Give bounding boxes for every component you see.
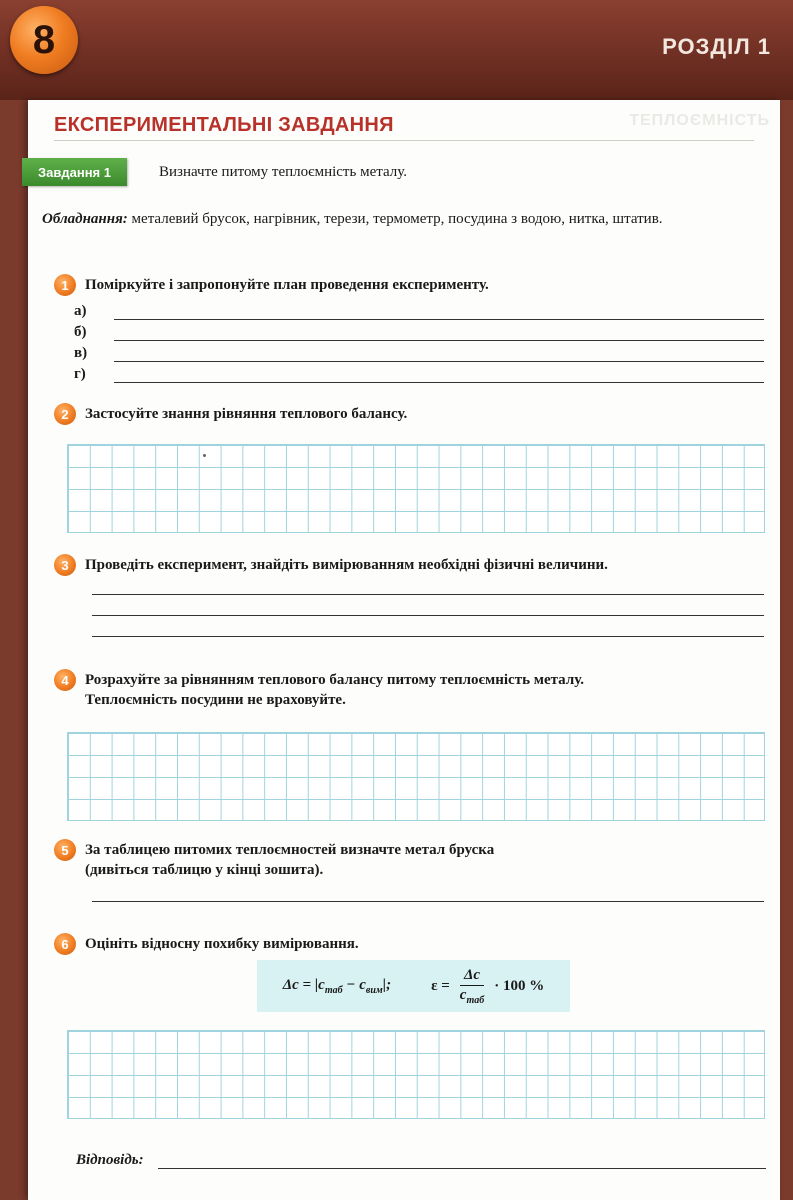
speck	[203, 454, 206, 457]
option-label: а)	[74, 303, 87, 319]
question-text	[85, 670, 584, 710]
answer-line[interactable]	[158, 1153, 766, 1169]
formula-subscript: вим	[365, 984, 383, 996]
question-number-badge: 6	[54, 933, 76, 955]
equipment-text	[42, 208, 770, 231]
answer-line[interactable]	[92, 636, 764, 637]
task-tab: Завдання 1	[22, 158, 127, 186]
option-label: в)	[74, 345, 88, 361]
question-text-line: Теплоємність посудини не враховуйте.	[85, 692, 346, 708]
answer-line[interactable]	[114, 325, 764, 341]
option-label: г)	[74, 366, 86, 382]
answer-row	[76, 1152, 766, 1169]
question-text: Поміркуйте і запропонуйте план проведення експерименту.	[85, 277, 489, 293]
plan-option-c	[74, 345, 764, 362]
answer-line[interactable]	[92, 615, 764, 616]
grid-workspace-6[interactable]	[67, 1030, 765, 1119]
question-text: Застосуйте знання рівняння теплового балансу.	[85, 406, 408, 422]
question-text-line: (дивіться таблицю у кінці зошита).	[85, 862, 324, 878]
question-5	[54, 840, 494, 880]
question-number-badge: 4	[54, 669, 76, 691]
plan-option-b	[74, 324, 764, 341]
answer-line[interactable]	[92, 594, 764, 595]
formula-part: −	[342, 976, 360, 993]
equipment-label: Обладнання:	[42, 211, 128, 227]
bleed-through-text: ТЕПЛОЄМНІСТЬ	[629, 112, 770, 129]
answer-label: Відповідь:	[76, 1152, 144, 1168]
answer-line[interactable]	[92, 901, 764, 902]
question-text: Проведіть експеримент, знайдіть вимірюванням необхідні фізичні величини.	[85, 557, 608, 573]
formula-part: |;	[382, 976, 392, 993]
question-2	[54, 404, 407, 425]
absolute-error-formula	[283, 977, 391, 996]
formula-part: c	[359, 976, 366, 993]
formula-subscript: таб	[324, 984, 343, 996]
formula-part: c	[459, 986, 467, 1003]
page-number-badge: 8	[10, 6, 78, 74]
grid-workspace-2[interactable]	[67, 444, 765, 533]
plan-option-d	[74, 366, 764, 383]
question-text-line: За таблицею питомих теплоємностей визначте метал бруска	[85, 842, 495, 858]
question-text: Оцініть відносну похибку вимірювання.	[85, 936, 359, 952]
grid-workspace-4[interactable]	[67, 732, 765, 821]
option-label: б)	[74, 324, 87, 340]
question-text-line: Розрахуйте за рівнянням теплового балансу питому теплоємність металу.	[85, 672, 584, 688]
plan-option-a	[74, 303, 764, 320]
answer-line[interactable]	[114, 346, 764, 362]
question-number-badge: 2	[54, 403, 76, 425]
question-4	[54, 670, 584, 710]
task-text: Визначте питому теплоємність металу.	[159, 164, 407, 180]
question-3	[54, 555, 608, 576]
section-label: РОЗДІЛ 1	[662, 34, 771, 59]
question-text	[85, 840, 494, 880]
fraction-numerator: Δc	[460, 967, 484, 986]
title-divider	[54, 140, 754, 141]
question-number-badge: 1	[54, 274, 76, 296]
answer-line[interactable]	[114, 367, 764, 383]
formula-part: c	[318, 976, 325, 993]
formula-fraction	[456, 967, 488, 1006]
question-number-badge: 3	[54, 554, 76, 576]
page-title: ЕКСПЕРИМЕНТАЛЬНІ ЗАВДАННЯ	[54, 114, 394, 136]
answer-line[interactable]	[114, 304, 764, 320]
formula-part: ε =	[431, 977, 450, 994]
equipment-list: металевий брусок, нагрівник, терези, термометр, посудина з водою, нитка, штатив.	[131, 211, 663, 227]
worksheet	[28, 100, 780, 1200]
question-1	[54, 275, 489, 296]
formula-box	[257, 960, 570, 1012]
question-number-badge: 5	[54, 839, 76, 861]
formula-subscript: таб	[466, 994, 485, 1006]
relative-error-formula	[431, 967, 544, 1006]
fraction-denominator	[456, 986, 488, 1006]
formula-part: · 100 %	[494, 977, 545, 994]
formula-part: Δc = |	[282, 976, 319, 993]
question-6	[54, 934, 359, 955]
